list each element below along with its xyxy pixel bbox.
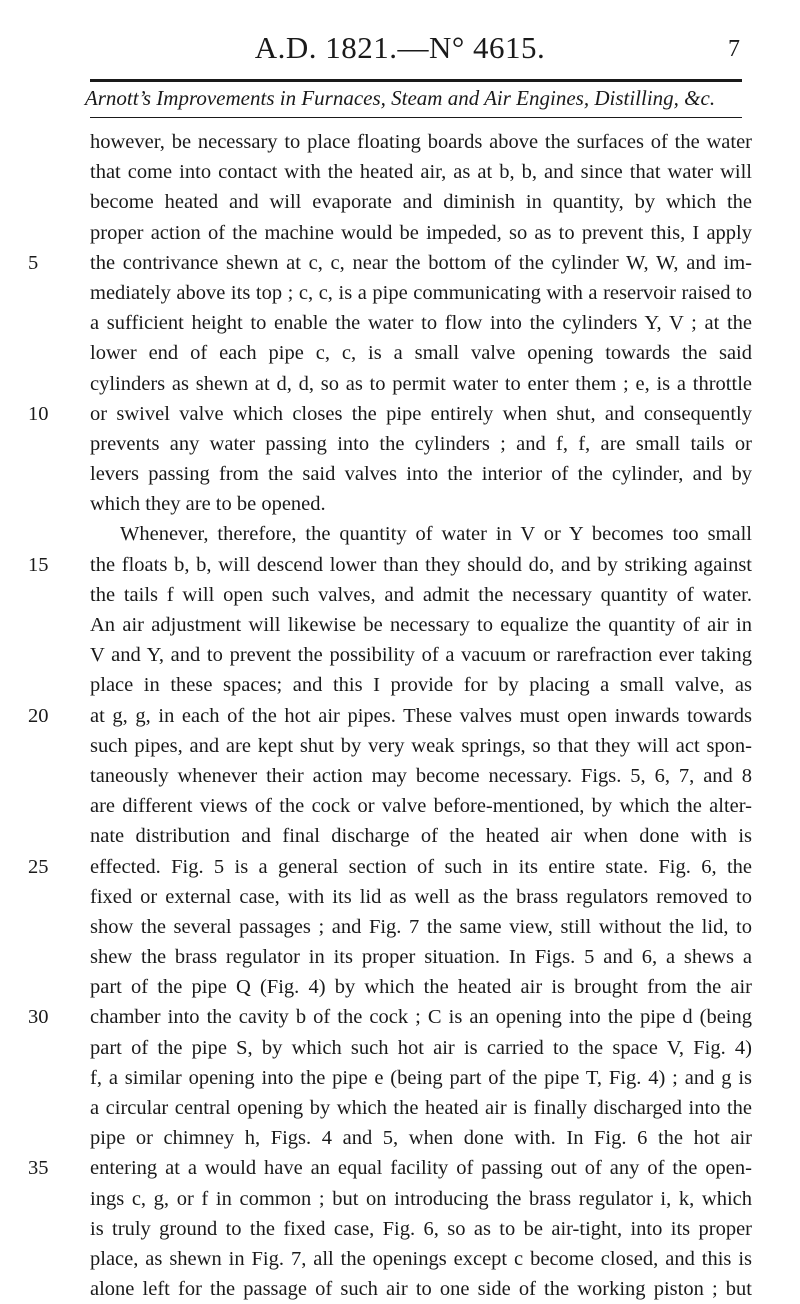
text-line xyxy=(90,459,752,489)
line-text: are different views of the cock or valve before-mentioned, by which the alter- xyxy=(90,795,752,818)
line-text: Whenever, therefore, the quantity of water in V or Y becomes too small xyxy=(120,523,752,546)
line-text: show the several passages ; and Fig. 7 the same view, still without the lid, to xyxy=(90,915,752,938)
line-number: 25 xyxy=(28,855,49,878)
text-line xyxy=(90,670,752,700)
line-text: ings c, g, or f in common ; but on introducing the brass regulator i, k, which xyxy=(90,1187,752,1210)
text-line xyxy=(90,1274,752,1304)
text-line xyxy=(28,1153,752,1183)
text-line xyxy=(90,942,752,972)
text-line xyxy=(28,1002,752,1032)
line-text: part of the pipe Q (Fig. 4) by which the heated air is brought from the air xyxy=(90,976,752,999)
line-text: proper action of the machine would be impeded, so as to prevent this, I apply xyxy=(90,221,752,244)
line-text: however, be necessary to place floating boards above the surfaces of the water xyxy=(90,131,752,153)
line-text: entering at a would have an equal facility of passing out of any of the open- xyxy=(90,1157,752,1180)
line-text: such pipes, and are kept shut by very weak springs, so that they will act spon- xyxy=(90,734,752,757)
line-number: 20 xyxy=(28,704,49,727)
text-line xyxy=(90,1123,752,1153)
text-line xyxy=(90,580,752,610)
line-text: the tails f will open such valves, and admit the necessary quantity of water. xyxy=(90,583,752,606)
text-line xyxy=(90,610,752,640)
line-text: a circular central opening by which the heated air is finally discharged into the xyxy=(90,1097,752,1119)
text-line xyxy=(28,701,752,731)
line-text: a sufficient height to enable the water to flow into the cylinders Y, V ; at the xyxy=(90,312,752,335)
line-text: An air adjustment will likewise be necessary to equalize the quantity of air in xyxy=(90,614,752,636)
text-line xyxy=(90,338,752,368)
line-text: fixed or external case, with its lid as well as the brass regulators removed to xyxy=(90,885,752,908)
line-text: prevents any water passing into the cylinders ; and f, f, are small tails or xyxy=(90,432,752,455)
line-number: 35 xyxy=(28,1157,49,1180)
line-text: shew the brass regulator in its proper situation. In Figs. 5 and 6, a shews a xyxy=(90,946,752,969)
text-line xyxy=(28,852,752,882)
line-text: lower end of each pipe c, c, is a small valve opening towards the said xyxy=(90,342,752,365)
text-line xyxy=(90,1033,752,1063)
page-title: A.D. 1821.—N° 4615. xyxy=(254,30,546,65)
text-line xyxy=(90,187,752,217)
line-text: levers passing from the said valves into the interior of the cylinder, and by xyxy=(90,463,752,486)
text-line xyxy=(90,127,752,157)
header-rule-thick xyxy=(90,79,742,82)
line-text: V and Y, and to prevent the possibility of a vacuum or rarefraction ever taking xyxy=(90,644,752,667)
line-text: the contrivance shewn at c, c, near the bottom of the cylinder W, W, and im- xyxy=(90,251,752,274)
line-text: taneously whenever their action may become necessary. Figs. 5, 6, 7, and 8 xyxy=(90,764,752,787)
text-line xyxy=(90,821,752,851)
line-text: mediately above its top ; c, c, is a pipe communicating with a reservoir raised to xyxy=(90,281,752,304)
text-line xyxy=(28,550,752,580)
line-text: pipe or chimney h, Figs. 4 and 5, when done with. In Fig. 6 the hot air xyxy=(90,1127,752,1150)
text-line xyxy=(90,1214,752,1244)
line-text: which they are to be opened. xyxy=(90,493,326,516)
line-text: alone left for the passage of such air to one side of the working piston ; but xyxy=(90,1278,752,1301)
line-text: effected. Fig. 5 is a general section of such in its entire state. Fig. 6, the xyxy=(90,855,752,878)
text-line xyxy=(28,399,752,429)
text-line xyxy=(90,429,752,459)
running-subtitle: Arnott’s Improvements in Furnaces, Steam and Air Engines, Distilling, &c. xyxy=(84,86,716,110)
text-line xyxy=(90,791,752,821)
body-text xyxy=(28,127,752,1304)
page-header xyxy=(0,28,800,68)
line-number: 30 xyxy=(28,1006,49,1029)
text-line xyxy=(90,640,752,670)
line-text: at g, g, in each of the hot air pipes. These valves must open inwards towards xyxy=(90,704,752,727)
text-line xyxy=(90,912,752,942)
line-text: or swivel valve which closes the pipe entirely when shut, and consequently xyxy=(90,402,752,425)
text-line xyxy=(90,761,752,791)
line-text: place, as shewn in Fig. 7, all the openings except c become closed, and this is xyxy=(90,1247,752,1270)
line-text: is truly ground to the fixed case, Fig. 6, so as to be air-tight, into its proper xyxy=(90,1217,752,1240)
text-line xyxy=(90,1093,752,1123)
text-line xyxy=(90,489,752,519)
line-number: 15 xyxy=(28,553,49,576)
line-text: f, a similar opening into the pipe e (being part of the pipe T, Fig. 4) ; and g is xyxy=(90,1066,752,1089)
text-line xyxy=(90,278,752,308)
line-text: nate distribution and final discharge of the heated air when done with is xyxy=(90,825,752,848)
line-text: place in these spaces; and this I provide for by placing a small valve, as xyxy=(90,674,752,697)
text-line xyxy=(90,1063,752,1093)
line-text: part of the pipe S, by which such hot air is carried to the space V, Fig. 4) xyxy=(90,1036,752,1059)
line-text: become heated and will evaporate and diminish in quantity, by which the xyxy=(90,191,752,214)
line-number: 5 xyxy=(28,251,39,274)
header-rule-thin xyxy=(90,117,742,118)
page-number: 7 xyxy=(728,36,740,62)
text-line xyxy=(90,157,752,187)
line-text: chamber into the cavity b of the cock ; C is an opening into the pipe d (being xyxy=(90,1006,752,1029)
line-text: cylinders as shewn at d, d, so as to permit water to enter them ; e, is a throttle xyxy=(90,372,752,395)
line-number: 10 xyxy=(28,402,49,425)
line-text: that come into contact with the heated air, as at b, b, and since that water will xyxy=(90,161,752,184)
text-line xyxy=(90,1184,752,1214)
text-line xyxy=(90,519,752,549)
text-line xyxy=(90,218,752,248)
line-text: the floats b, b, will descend lower than they should do, and by striking against xyxy=(90,553,752,576)
text-line xyxy=(90,1244,752,1274)
text-line xyxy=(90,882,752,912)
text-line xyxy=(90,731,752,761)
text-line xyxy=(90,369,752,399)
text-line xyxy=(90,972,752,1002)
text-line xyxy=(90,308,752,338)
text-line xyxy=(28,248,752,278)
